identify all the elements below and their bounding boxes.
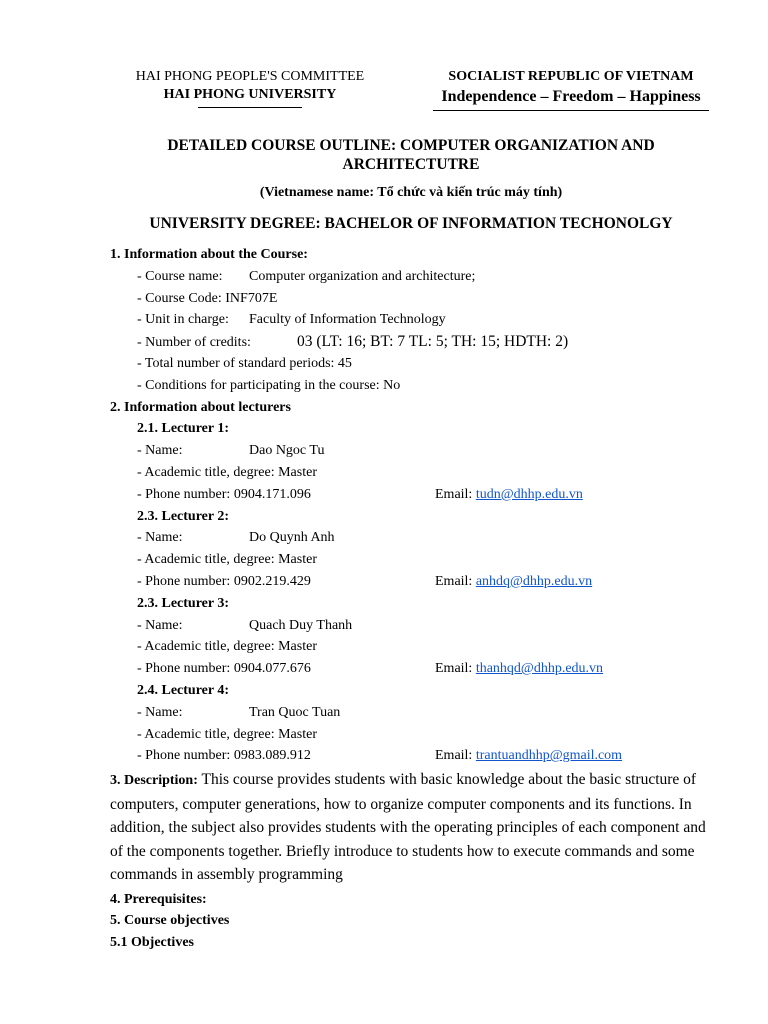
lecturer-phone: - Phone number: 0902.219.429 [137, 573, 311, 589]
lecturer-name: Tran Quoc Tuan [249, 704, 341, 720]
university-name: HAI PHONG UNIVERSITY [163, 87, 337, 102]
document-body [110, 244, 716, 954]
country-name: SOCIALIST REPUBLIC OF VIETNAM [448, 69, 694, 84]
lecturer-name: Quach Duy Thanh [249, 617, 353, 633]
section-5-1-heading: 5.1 Objectives [110, 935, 194, 951]
section-2-heading: 2. Information about lecturers [110, 399, 291, 415]
lecturer-heading: 2.1. Lecturer 1: [137, 421, 230, 437]
lecturer-email-field [435, 745, 622, 767]
periods-row: - Total number of standard periods: 45 [137, 355, 352, 371]
unit-label: - Unit in charge: [137, 312, 229, 328]
lecturer-contact-row [110, 571, 716, 593]
section-3-description [110, 768, 716, 887]
title-line-1: DETAILED COURSE OUTLINE: COMPUTER ORGANIZATION AND [167, 137, 655, 154]
lecturer-contact-row [110, 658, 716, 680]
email-label: Email: [435, 748, 476, 764]
section-4-heading: 4. Prerequisites: [110, 891, 207, 907]
section-5-heading: 5. Course objectives [110, 913, 230, 929]
lecturer-heading: 2.4. Lecturer 4: [137, 682, 230, 698]
national-motto: Independence – Freedom – Happiness [441, 88, 701, 105]
name-label: - Name: [137, 443, 183, 459]
header-left-underline [198, 107, 302, 108]
lecturer-email-link[interactable]: thanhqd@dhhp.edu.vn [475, 661, 604, 677]
description-label: 3. Description: [110, 773, 198, 789]
header-left-block [110, 68, 390, 108]
lecturer-phone: - Phone number: 0904.171.096 [137, 486, 311, 502]
lecturer-name-row [110, 527, 716, 549]
unit-value: Faculty of Information Technology [249, 312, 446, 328]
lecturer-degree-row: - Academic title, degree: Master [137, 552, 317, 568]
committee-name: HAI PHONG PEOPLE'S COMMITTEE [135, 69, 365, 84]
email-label: Email: [435, 486, 476, 502]
title-line-2: ARCHITECTUTRE [342, 156, 480, 173]
lecturer-email-field [435, 658, 603, 680]
vietnamese-name: (Vietnamese name: Tổ chức và kiến trúc máy tính) [259, 185, 563, 200]
lecturer-email-field [435, 571, 592, 593]
name-label: - Name: [137, 704, 183, 720]
course-name-row [110, 266, 716, 288]
course-name-label: - Course name: [137, 268, 223, 284]
lecturer-name-row [110, 440, 716, 462]
name-label: - Name: [137, 617, 183, 633]
lecturer-heading: 2.3. Lecturer 3: [137, 595, 230, 611]
header-right-block [432, 68, 710, 111]
lecturer-name-row [110, 702, 716, 724]
lecturer-heading: 2.3. Lecturer 2: [137, 508, 230, 524]
unit-row [110, 309, 716, 331]
section-1-heading: 1. Information about the Course: [110, 247, 308, 262]
lecturer-phone: - Phone number: 0904.077.676 [137, 661, 311, 677]
lecturer-email-link[interactable]: anhdq@dhhp.edu.vn [475, 573, 593, 589]
header-right-underline [433, 110, 709, 111]
lecturer-email-field [435, 484, 583, 506]
degree-title: UNIVERSITY DEGREE: BACHELOR OF INFORMATION TECHONOLGY [149, 215, 673, 232]
conditions-row: - Conditions for participating in the course: No [137, 377, 401, 393]
course-code-row: - Course Code: INF707E [137, 290, 278, 306]
lecturer-degree-row: - Academic title, degree: Master [137, 726, 317, 742]
name-label: - Name: [137, 530, 183, 546]
lecturer-email-link[interactable]: tudn@dhhp.edu.vn [475, 486, 583, 502]
credits-value: 03 (LT: 16; BT: 7 TL: 5; TH: 15; HDTH: 2) [297, 333, 569, 351]
lecturer-name: Dao Ngoc Tu [249, 443, 325, 459]
email-label: Email: [435, 573, 476, 589]
lecturer-name: Do Quynh Anh [249, 530, 335, 546]
description-text: This course provides students with basic knowledge about the basic structure of computers, computer generations, how to organize computer components and its functions. In addition, the subject also provides students with the operating principles of each component and of the components together. Briefly introduce to students how to execute commands and some commands in assembly programming [110, 771, 706, 884]
document-title [110, 136, 712, 174]
lecturer-contact-row [110, 484, 716, 506]
course-name-value: Computer organization and architecture; [249, 268, 476, 284]
lecturer-contact-row [110, 745, 716, 767]
lecturer-email-link[interactable]: trantuandhhp@gmail.com [475, 748, 623, 764]
lecturer-degree-row: - Academic title, degree: Master [137, 464, 317, 480]
email-label: Email: [435, 661, 476, 677]
lecturer-degree-row: - Academic title, degree: Master [137, 639, 317, 655]
lecturer-name-row [110, 615, 716, 637]
lecturer-phone: - Phone number: 0983.089.912 [137, 748, 311, 764]
credits-row [110, 331, 716, 353]
credits-label: - Number of credits: [137, 335, 251, 351]
